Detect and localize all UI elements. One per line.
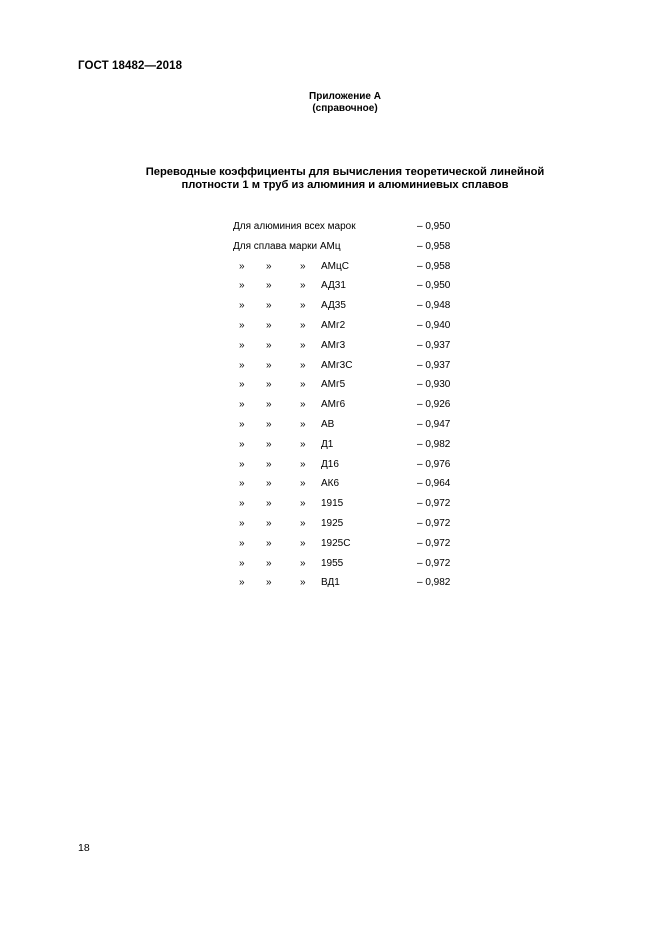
coefficient-row	[233, 375, 473, 395]
alloy-grade: АМг3С	[321, 359, 353, 371]
ditto-mark: »	[266, 359, 272, 371]
alloy-grade: 1925	[321, 517, 344, 529]
ditto-mark: »	[266, 280, 272, 292]
coefficient-value: – 0,972	[417, 557, 451, 569]
coefficient-value: – 0,950	[417, 280, 451, 292]
ditto-mark: »	[266, 379, 272, 391]
ditto-mark: »	[300, 557, 306, 569]
ditto-mark: »	[300, 280, 306, 292]
coefficient-value: – 0,982	[417, 438, 451, 450]
ditto-mark: »	[266, 557, 272, 569]
ditto-mark: »	[300, 498, 306, 510]
alloy-grade: 1955	[321, 557, 344, 569]
coefficient-value: – 0,937	[417, 339, 451, 351]
ditto-mark: »	[266, 319, 272, 331]
coefficient-value: – 0,930	[417, 379, 451, 391]
ditto-mark: »	[239, 537, 245, 549]
coefficient-value: – 0,972	[417, 517, 451, 529]
ditto-mark: »	[266, 438, 272, 450]
coefficient-value: – 0,948	[417, 300, 451, 312]
appendix-title: Приложение А	[309, 91, 381, 102]
document-standard-header: ГОСТ 18482—2018	[78, 60, 183, 72]
coefficient-row	[233, 316, 473, 336]
ditto-mark: »	[239, 458, 245, 470]
ditto-mark: »	[266, 517, 272, 529]
coefficient-row	[233, 395, 473, 415]
section-heading-line-1: Переводные коэффициенты для вычисления теоретической линейной	[145, 166, 545, 178]
coefficient-label: Для алюминия всех марок	[233, 221, 356, 232]
coefficient-value: – 0,982	[417, 577, 451, 589]
alloy-grade: АМг6	[321, 399, 346, 411]
ditto-mark: »	[266, 300, 272, 312]
ditto-mark: »	[239, 399, 245, 411]
ditto-mark: »	[239, 478, 245, 490]
alloy-grade: 1925С	[321, 537, 351, 549]
coefficient-row	[233, 455, 473, 475]
coefficient-value: – 0,940	[417, 319, 451, 331]
alloy-grade: АМг5	[321, 379, 346, 391]
coefficient-value: – 0,947	[417, 418, 451, 430]
ditto-mark: »	[300, 418, 306, 430]
ditto-mark: »	[239, 379, 245, 391]
coefficient-row	[233, 276, 473, 296]
ditto-mark: »	[300, 260, 306, 272]
ditto-mark: »	[239, 260, 245, 272]
ditto-mark: »	[300, 577, 306, 589]
coefficient-row	[233, 494, 473, 514]
ditto-mark: »	[300, 399, 306, 411]
ditto-mark: »	[239, 498, 245, 510]
appendix-type: (справочное)	[312, 103, 378, 114]
ditto-mark: »	[300, 438, 306, 450]
coefficients-table	[233, 217, 473, 593]
page-number: 18	[78, 842, 90, 854]
coefficient-value: – 0,972	[417, 537, 451, 549]
coefficient-row	[233, 554, 473, 574]
coefficient-label: Для сплава марки АМц	[233, 240, 341, 252]
ditto-mark: »	[300, 458, 306, 470]
ditto-mark: »	[239, 319, 245, 331]
coefficient-value: – 0,926	[417, 399, 451, 411]
coefficient-row	[233, 474, 473, 494]
alloy-grade: АД35	[321, 300, 346, 312]
ditto-mark: »	[266, 260, 272, 272]
coefficient-row	[233, 217, 473, 237]
coefficient-row	[233, 534, 473, 554]
ditto-mark: »	[300, 319, 306, 331]
alloy-grade: АВ	[321, 418, 335, 430]
alloy-grade: ВД1	[321, 577, 340, 589]
ditto-mark: »	[300, 517, 306, 529]
ditto-mark: »	[239, 517, 245, 529]
coefficient-row	[233, 435, 473, 455]
coefficient-row	[233, 237, 473, 257]
alloy-grade: АК6	[321, 478, 340, 490]
coefficient-row	[233, 296, 473, 316]
ditto-mark: »	[239, 418, 245, 430]
ditto-mark: »	[266, 418, 272, 430]
ditto-mark: »	[300, 339, 306, 351]
coefficient-row	[233, 573, 473, 593]
alloy-grade: АД31	[321, 280, 346, 292]
ditto-mark: »	[300, 300, 306, 312]
coefficient-row	[233, 257, 473, 277]
ditto-mark: »	[300, 537, 306, 549]
coefficient-row	[233, 356, 473, 376]
ditto-mark: »	[239, 280, 245, 292]
ditto-mark: »	[300, 359, 306, 371]
ditto-mark: »	[266, 537, 272, 549]
ditto-mark: »	[266, 478, 272, 490]
ditto-mark: »	[266, 458, 272, 470]
alloy-grade: АМг3	[321, 339, 346, 351]
section-heading-line-2: плотности 1 м труб из алюминия и алюминиевых сплавов	[181, 179, 509, 191]
alloy-grade: 1915	[321, 498, 344, 510]
ditto-mark: »	[266, 498, 272, 510]
coefficient-value: – 0,976	[417, 458, 451, 470]
alloy-grade: Д16	[321, 458, 339, 470]
alloy-grade: Д1	[321, 438, 334, 450]
ditto-mark: »	[239, 359, 245, 371]
alloy-grade: АМцС	[321, 260, 349, 272]
coefficient-value: – 0,958	[417, 260, 451, 272]
ditto-mark: »	[266, 339, 272, 351]
ditto-mark: »	[266, 399, 272, 411]
ditto-mark: »	[239, 339, 245, 351]
ditto-mark: »	[239, 557, 245, 569]
coefficient-row	[233, 415, 473, 435]
coefficient-row	[233, 514, 473, 534]
ditto-mark: »	[239, 300, 245, 312]
ditto-mark: »	[239, 438, 245, 450]
section-heading	[0, 166, 661, 192]
coefficient-value: – 0,937	[417, 359, 451, 371]
coefficient-value: – 0,972	[417, 498, 451, 510]
ditto-mark: »	[239, 577, 245, 589]
ditto-mark: »	[266, 577, 272, 589]
coefficient-row	[233, 336, 473, 356]
ditto-mark: »	[300, 478, 306, 490]
coefficient-value: – 0,964	[417, 478, 451, 490]
ditto-mark: »	[300, 379, 306, 391]
coefficient-value: – 0,950	[417, 221, 451, 232]
coefficient-value: – 0,958	[417, 240, 451, 252]
alloy-grade: АМг2	[321, 319, 346, 331]
